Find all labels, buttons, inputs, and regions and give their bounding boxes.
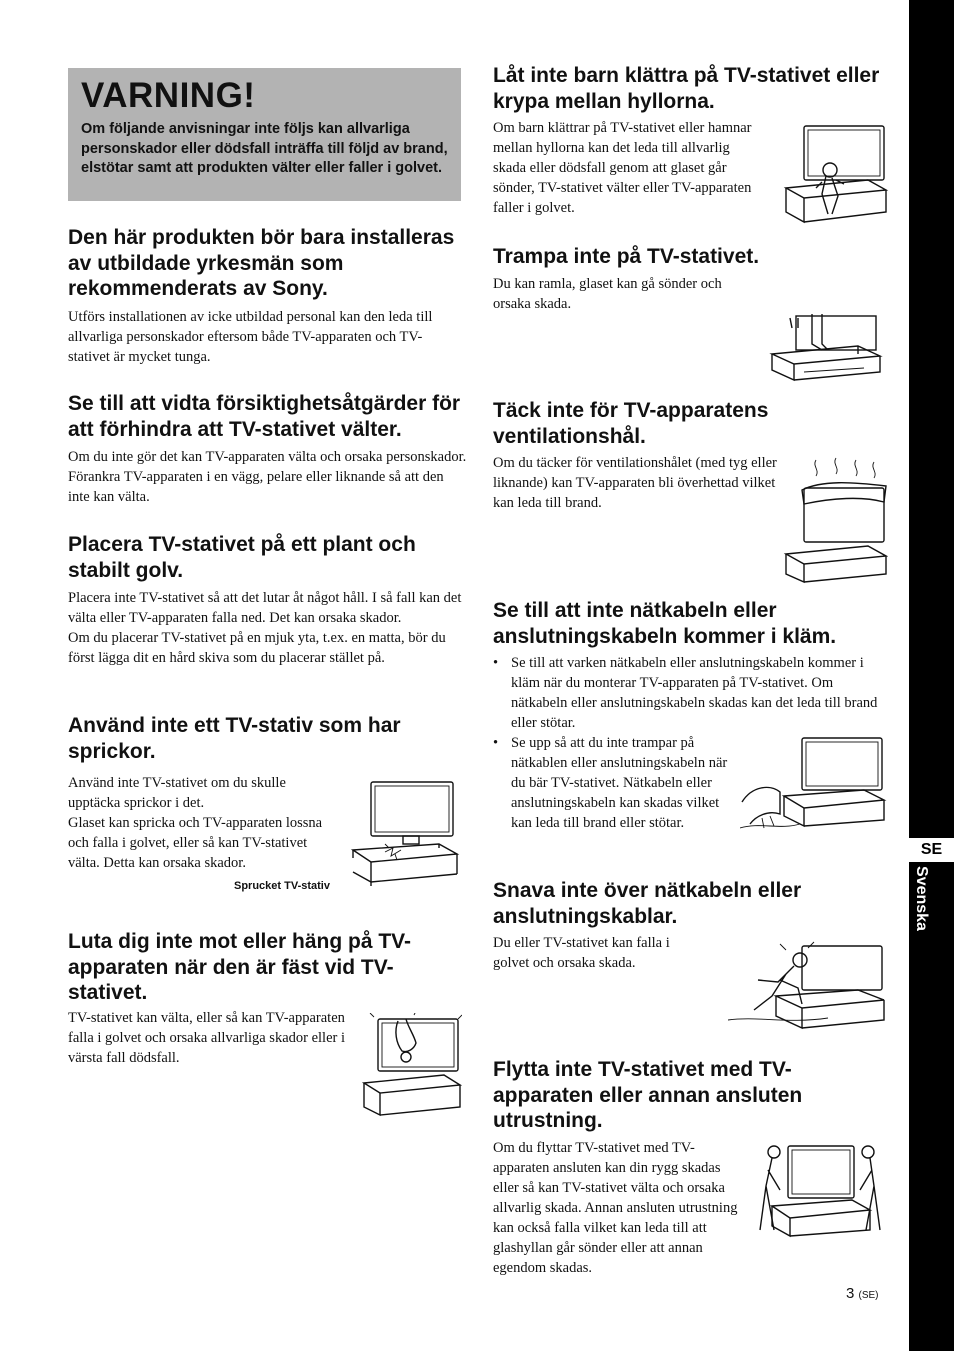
section-body: Utförs installationen av icke utbildad personal kan den leda till allvarliga personskador eftersom både TV-apparaten och TV-stativet är mycket tunga. (68, 308, 433, 365)
tv-stand-hanging-illustration (358, 1013, 462, 1117)
tv-stand-tripping-illustration (728, 940, 888, 1036)
section-cable-bullet-1 (493, 653, 885, 733)
section-body-2: Glaset kan spricka och TV-apparaten lossna och falla i golvet, eller så kan TV-stativet välta. Detta kan orsaka skador. (68, 815, 323, 871)
section-body: Placera inte TV-stativet så att det lutar åt något håll. I så fall kan det välta eller TV-apparaten falla ned. Det kan orsaka skador. (68, 590, 462, 626)
section-hanging (68, 929, 463, 1006)
language-sidebar (909, 0, 954, 1351)
section-body: Om du inte gör det kan TV-apparaten välta och orsaka personskador. Förankra TV-apparaten i en vägg, pelare eller liknande så att den inte kan välta. (68, 449, 467, 505)
section-ventilation (493, 398, 888, 449)
section-flat-floor (68, 532, 463, 668)
warning-box (68, 68, 461, 201)
section-body-2: Om du placerar TV-stativet på en mjuk yta, t.ex. en matta, bör du först lägga dit en hård skiva som du placerar stället på. (68, 630, 446, 666)
section-hanging-text (68, 1008, 353, 1068)
section-heading: Flytta inte TV-stativet med TV-apparaten eller annan ansluten utrustning. (493, 1058, 803, 1132)
image-caption: Sprucket TV-stativ (234, 880, 330, 892)
section-cracks-text (68, 773, 338, 873)
warning-title: VARNING! (81, 76, 256, 115)
page-number-value: 3 (846, 1285, 855, 1302)
section-children-text (493, 118, 763, 218)
section-heading: Trampa inte på TV-stativet. (493, 245, 760, 268)
language-code-tab: SE (909, 838, 954, 862)
warning-text: Om följande anvisningar inte följs kan allvarliga personskador eller dödsfall inträffa till följd av brand, elstötar samt att produkten välter eller faller i golvet. (81, 121, 448, 176)
tv-stand-child-climbing-illustration (782, 122, 890, 228)
tv-stand-cracked-illustration (345, 778, 460, 890)
section-body: Du eller TV-stativet kan falla i golvet och orsaka skada. (493, 935, 670, 971)
section-cable-bullet-2 (493, 733, 728, 833)
section-tipping (68, 391, 468, 507)
section-installation (68, 225, 463, 367)
language-name-text: Svenska (913, 866, 930, 931)
section-children (493, 63, 888, 114)
tv-stand-covered-vent-illustration (782, 456, 888, 586)
bullet-item: • Se upp så att du inte trampar på nätkablen eller anslutningskabeln när du bär TV-stativet. Nätkabeln eller anslutningskabeln kan skadas vilket kan leda till brand eller stötar. (493, 733, 728, 833)
section-tripping-text (493, 933, 708, 973)
page-number-suffix: (SE) (858, 1290, 879, 1301)
page-number (846, 1285, 879, 1302)
section-moving-text (493, 1138, 748, 1278)
section-moving (493, 1057, 888, 1134)
section-body: Om du flyttar TV-stativet med TV-apparaten ansluten kan din rygg skadas eller så kan TV-stativet välta och orsaka allvarlig skada. Annan ansluten utrustning kan också falla vilket kan leda till att glashyllan går sönder eller att annan egendom skadas. (493, 1140, 738, 1276)
section-tripping (493, 878, 888, 929)
section-heading: Låt inte barn klättra på TV-stativet eller krypa mellan hyllorna. (493, 64, 880, 113)
section-heading: Luta dig inte mot eller häng på TV-apparaten när den är fäst vid TV-stativet. (68, 930, 412, 1004)
section-heading: Snava inte över nätkabeln eller anslutningskablar. (493, 879, 802, 928)
section-body: Om du täcker för ventilationshålet (med tyg eller liknande) kan TV-apparaten bli överhettad vilket kan leda till brand. (493, 455, 777, 511)
section-heading: Se till att vidta försiktighetsåtgärder för att förhindra att TV-stativet välter. (68, 392, 461, 441)
tv-stand-cable-pinch-illustration (740, 736, 888, 836)
section-cable-pinch (493, 598, 888, 649)
section-heading: Se till att inte nätkabeln eller anslutningskabeln kommer i kläm. (493, 599, 837, 648)
section-body: Om barn klättrar på TV-stativet eller hamnar mellan hyllorna kan det leda till allvarlig skada eller dödsfall genom att glaset går sönder, TV-stativet välter eller TV-apparaten faller i golvet. (493, 120, 752, 216)
section-heading: Använd inte ett TV-stativ som har sprickor. (68, 714, 401, 763)
section-body: TV-stativet kan välta, eller så kan TV-apparaten falla i golvet och orsaka allvarliga skador eller i värsta fall dödsfall. (68, 1010, 346, 1066)
section-heading: Täck inte för TV-apparatens ventilationshål. (493, 399, 769, 448)
tv-stand-moving-illustration (752, 1140, 888, 1240)
language-name (910, 866, 950, 946)
section-heading: Placera TV-stativet på ett plant och stabilt golv. (68, 533, 416, 582)
section-stepping (493, 244, 888, 270)
bullet-item: • Se till att varken nätkabeln eller anslutningskabeln kommer i kläm när du monterar TV-apparaten på TV-stativet. Om nätkabeln eller anslutningskabeln skadas kan det leda till brand eller stötar. (493, 653, 885, 733)
section-body: Använd inte TV-stativet om du skulle upptäcka sprickor i det. (68, 775, 286, 811)
section-stepping-text (493, 274, 763, 314)
tv-stand-stepping-illustration (768, 314, 884, 390)
section-body: Du kan ramla, glaset kan gå sönder och orsaka skada. (493, 276, 722, 312)
section-heading: Den här produkten bör bara installeras av utbildade yrkesmän som rekommenderats av Sony. (68, 226, 455, 300)
section-cracks (68, 713, 463, 764)
section-ventilation-text (493, 453, 778, 513)
